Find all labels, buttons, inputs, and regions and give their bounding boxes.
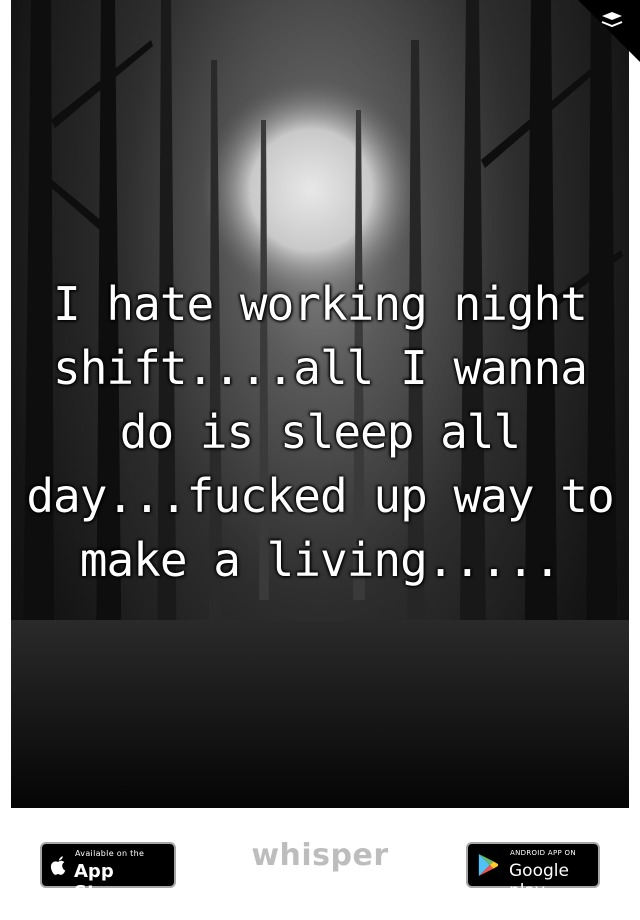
whisper-brand: whisper — [251, 838, 389, 873]
google-play-badge[interactable] — [466, 842, 600, 901]
app-store-small-label: Available on the — [75, 849, 145, 858]
whisper-caption: I hate working night shift....all I wanna do is sleep all day...fucked up way to make a living..... — [26, 277, 614, 587]
moon — [201, 80, 421, 300]
play-icon — [477, 853, 499, 877]
google-play-small-label: ANDROID APP ON — [510, 849, 576, 857]
apple-icon — [50, 852, 68, 878]
ground — [11, 620, 629, 808]
whisper-share-icon[interactable] — [598, 6, 626, 34]
app-store-badge[interactable] — [40, 842, 176, 903]
app-store-label: App Store — [74, 861, 130, 903]
google-play-label: Google play — [509, 861, 569, 901]
